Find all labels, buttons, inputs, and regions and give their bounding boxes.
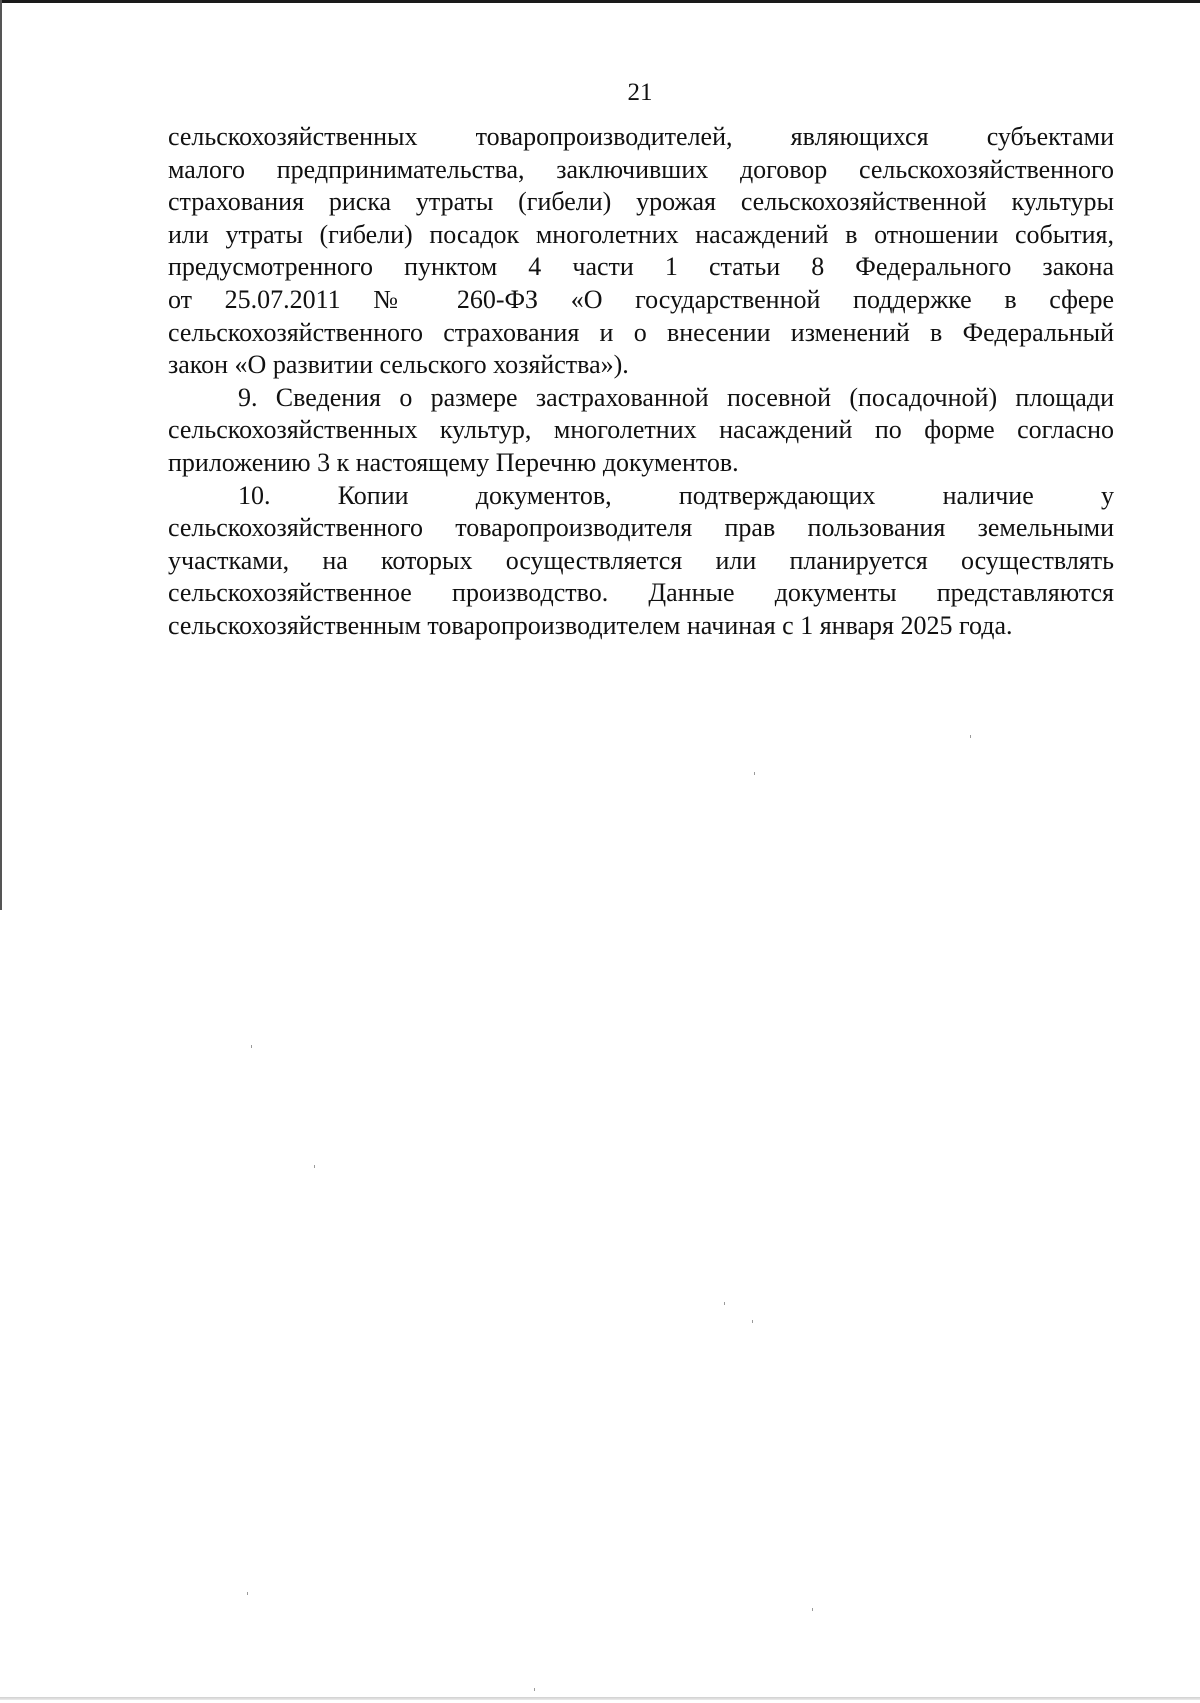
text-line: сельскохозяйственных товаропроизводителей, являющихся субъектами — [168, 122, 1114, 151]
text-line: участками, на которых осуществляется или планируется осуществлять — [168, 545, 1114, 575]
body-text — [168, 121, 1114, 643]
text-line: страхования риска утраты (гибели) урожая сельскохозяйственной культуры — [168, 187, 1114, 217]
scan-top-edge — [0, 0, 1200, 3]
text-line: малого предпринимательства, заключивших договор сельскохозяйственного — [168, 154, 1114, 184]
scan-speck — [754, 772, 755, 775]
text-line: сельскохозяйственных культур, многолетних насаждений по форме согласно — [168, 415, 1114, 445]
text-line: закон «О развитии сельского хозяйства»). — [168, 350, 629, 380]
scan-speck — [970, 735, 971, 738]
text-line: приложению 3 к настоящему Перечню документов. — [168, 447, 739, 477]
scan-speck — [247, 1592, 248, 1595]
text-line: сельскохозяйственного страхования и о внесении изменений в Федеральный — [168, 317, 1114, 347]
scan-speck — [534, 1688, 535, 1691]
paragraph-9-first-line: 9. Сведения о размере застрахованной посевной (посадочной) площади — [238, 382, 1114, 412]
paragraph-10-first-line: 10. Копии документов, подтверждающих наличие у — [238, 480, 1114, 510]
scan-speck — [314, 1165, 315, 1168]
scan-speck — [812, 1608, 813, 1611]
text-line: от 25.07.2011 № 260-ФЗ «О государственной поддержке в сфере — [168, 284, 1114, 314]
scan-speck — [251, 1045, 252, 1048]
text-line: предусмотренного пунктом 4 части 1 статьи 8 Федерального закона — [168, 252, 1114, 282]
text-line: сельскохозяйственным товаропроизводителем начиная с 1 января 2025 года. — [168, 610, 1013, 640]
text-line: или утраты (гибели) посадок многолетних насаждений в отношении события, — [168, 219, 1114, 249]
scan-left-edge — [0, 0, 2, 910]
page-number: 21 — [627, 79, 653, 106]
scan-speck — [752, 1320, 753, 1323]
text-line: сельскохозяйственное производство. Данные документы представляются — [168, 578, 1114, 608]
scan-speck — [724, 1302, 725, 1305]
scan-bottom-edge — [0, 1697, 1200, 1700]
text-line: сельскохозяйственного товаропроизводителя прав пользования земельными — [168, 513, 1114, 543]
